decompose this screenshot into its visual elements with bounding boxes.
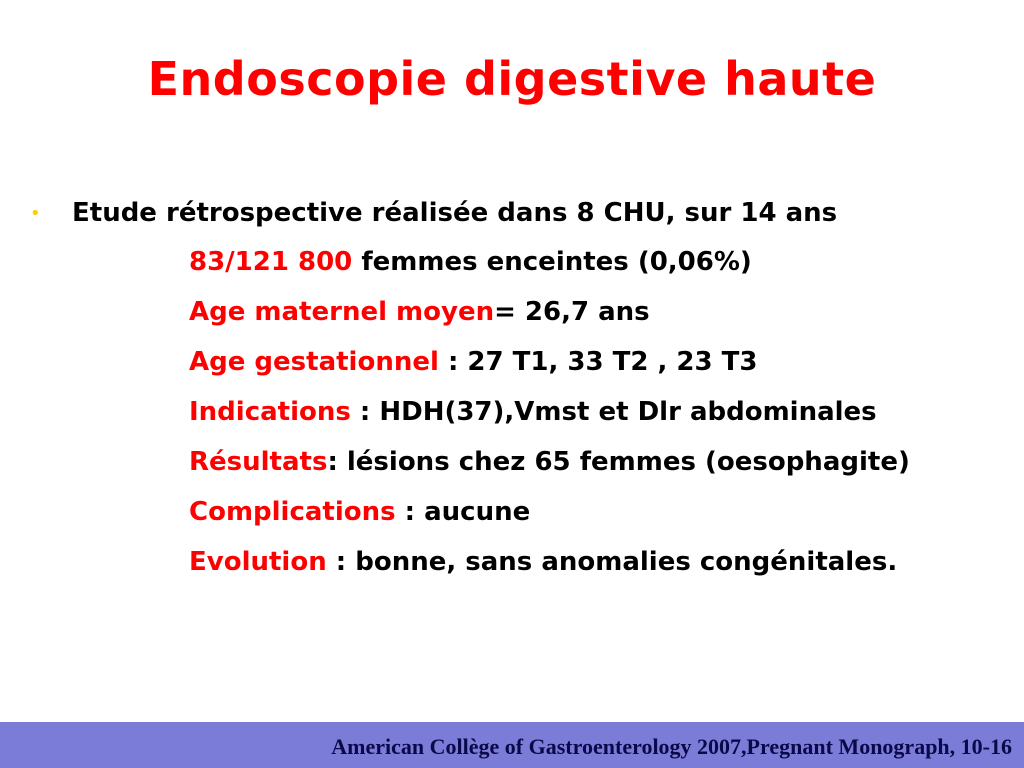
- sub-item-evolution: [189, 547, 897, 577]
- sub-item-text: : lésions chez 65 femmes (oesophagite): [327, 447, 910, 477]
- sub-item-maternal-age: [189, 297, 650, 327]
- sub-item-text: : 27 T1, 33 T2 , 23 T3: [438, 347, 758, 377]
- sub-item-label: Complications: [189, 497, 396, 527]
- slide-title: Endoscopie digestive haute: [147, 52, 877, 106]
- lead-bullet-text: Etude rétrospective réalisée dans 8 CHU, sur 14 ans: [72, 198, 838, 228]
- sub-item-text: femmes enceintes (0,06%): [352, 247, 752, 277]
- sub-item-text: : aucune: [395, 497, 531, 527]
- sub-item-text: = 26,7 ans: [494, 297, 650, 327]
- sub-item-gestational-age: [189, 347, 757, 377]
- sub-item-results: [189, 447, 910, 477]
- sub-item-label: Résultats: [189, 447, 328, 477]
- sub-item-label: Age gestationnel: [189, 347, 439, 377]
- sub-item-complications: [189, 497, 530, 527]
- sub-item-indications: [189, 397, 877, 427]
- sub-item-label: Indications: [189, 397, 351, 427]
- footer-citation: American Collège of Gastroenterology 2007,Pregnant Monograph, 10-16: [331, 734, 1012, 759]
- sub-item-cases: [189, 247, 752, 277]
- bullet-icon: •: [30, 203, 41, 224]
- footer-bar: [0, 722, 1024, 768]
- sub-item-label: Evolution: [189, 547, 327, 577]
- sub-item-label: Age maternel moyen: [189, 297, 495, 327]
- sub-item-text: : HDH(37),Vmst et Dlr abdominales: [350, 397, 877, 427]
- sub-item-label: 83/121 800: [189, 247, 353, 277]
- sub-item-text: : bonne, sans anomalies congénitales.: [326, 547, 898, 577]
